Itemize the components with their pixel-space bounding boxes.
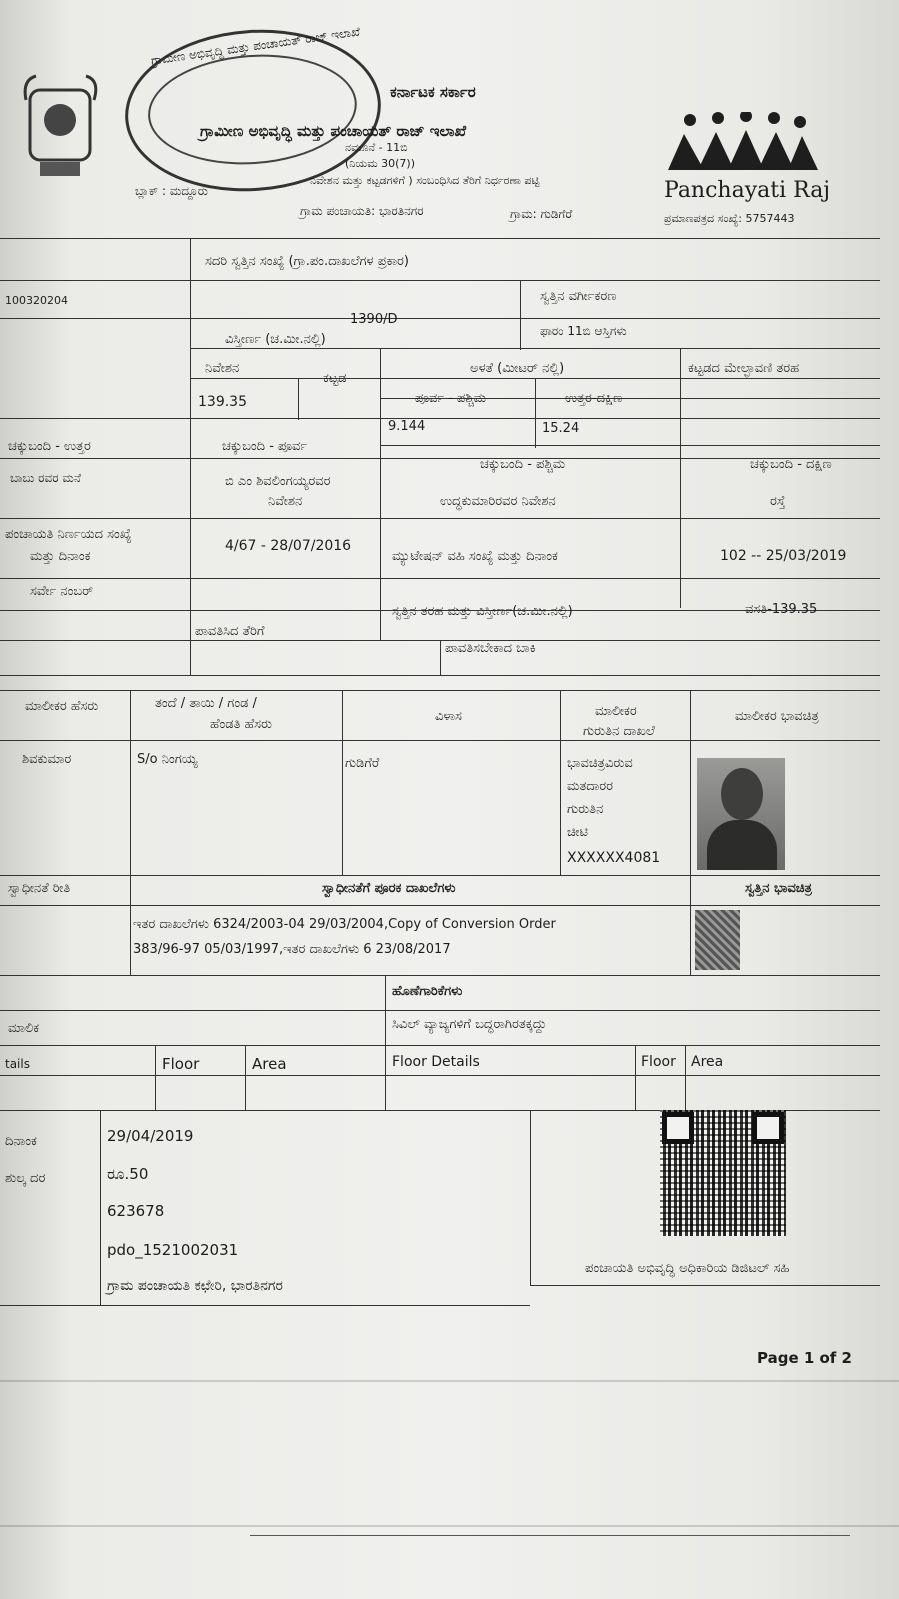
- roof-type-label: ಕಟ್ಟಡದ ಮೇಲ್ಛಾವಣಿ ತರಹ: [688, 361, 800, 376]
- owner-photo: [697, 758, 785, 870]
- fee-label: ಶುಲ್ಕ ದರ: [5, 1171, 46, 1186]
- classification-label: ಸ್ವತ್ತಿನ ವರ್ಗೀಕರಣ: [540, 289, 617, 304]
- owner-id-line-1: ಭಾವಚಿತ್ರವಿರುವ: [567, 756, 633, 771]
- gram-panchayat: ಗ್ರಾಮ ಪಂಚಾಯತಿ: ಭಾರತಿನಗರ: [300, 204, 424, 218]
- east-west-value: 9.144: [388, 419, 426, 434]
- civil-liability-text: ಸಿವಿಲ್ ವ್ಯಾಜ್ಯಗಳಿಗೆ ಬದ್ಧರಾಗಿರತಕ್ಕದ್ದು: [392, 1017, 547, 1032]
- fee-amount: ರೂ.50: [107, 1165, 149, 1183]
- south-boundary-label: ಚಕ್ಕುಬಂದಿ - ದಕ್ಷಿಣ: [750, 457, 832, 472]
- possession-type-label: ಸ್ವಾಧೀನತೆ ರೀತಿ: [8, 881, 71, 896]
- liabilities-left-label: ಮಾಲಿಕ: [8, 1021, 40, 1036]
- address-label: ವಿಳಾಸ: [435, 709, 462, 724]
- block-name: ಬ್ಲಾಕ್ : ಮದ್ದೂರು: [135, 184, 208, 198]
- page-number: Page 1 of 2: [757, 1349, 852, 1367]
- property-type-value: ವಸತಿ-139.35: [745, 602, 818, 617]
- property-number-label: ಸದರಿ ಸ್ವತ್ತಿನ ಸಂಖ್ಯೆ (ಗ್ರಾ.ಪಂ.ದಾಖಲೆಗಳ ಪ್ರಕಾರ): [205, 254, 409, 269]
- property-photo: [695, 910, 740, 970]
- owner-id-number: XXXXXX4081: [567, 850, 661, 866]
- east-boundary-label: ಚಕ್ಕುಬಂದಿ - ಪೂರ್ವ: [222, 439, 308, 454]
- floor-label: Floor: [162, 1055, 200, 1073]
- seal-ring-text: ಗ್ರಾಮೀಣ ಅಭಿವೃದ್ಧಿ ಮತ್ತು ಪಂಚಾಯತ್ ರಾಜ್ ಇಲಾಖೆ: [149, 24, 361, 68]
- owner-photo-label: ಮಾಲೀಕರ ಭಾವಚಿತ್ರ: [735, 709, 819, 724]
- dept-title: ಗ್ರಾಮೀಣ ಅಭಿವೃದ್ಧಿ ಮತ್ತು ಪಂಚಾಯತ್ ರಾಜ್ ಇಲಾಖೆ: [200, 122, 467, 140]
- resolution-label: ಪಂಚಾಯತಿ ನಿರ್ಣಯದ ಸಂಖ್ಯೆ: [5, 527, 132, 542]
- dimensions-label: ಅಳತೆ (ಮೀಟರ್ ನಲ್ಲಿ): [470, 361, 565, 376]
- liabilities-header: ಹೊಣೆಗಾರಿಕೆಗಳು: [392, 984, 463, 999]
- parent-name-label-2: ಹೆಂಡತಿ ಹೆಸರು: [210, 717, 273, 732]
- owner-name-label: ಮಾಲೀಕರ ಹೆಸರು: [25, 699, 99, 714]
- survey-number-label: ಸರ್ವೇ ನಂಬರ್: [30, 584, 94, 599]
- owner-id-line-2: ಮತದಾರರ: [567, 779, 613, 794]
- north-boundary-value: ಬಾಬು ರವರ ಮನೆ: [10, 471, 81, 485]
- possession-docs-line-2: 383/96-97 05/03/1997,ಇತರ ದಾಖಲೆಗಳು 6 23/08/2017: [133, 942, 451, 957]
- parent-name: S/o ನಿಂಗಯ್ಯ: [137, 752, 198, 767]
- site-area-value: 139.35: [198, 394, 247, 410]
- qr-code: [660, 1110, 786, 1236]
- parent-name-label-1: ತಂದೆ / ತಾಯಿ / ಗಂಡ /: [155, 696, 257, 711]
- property-number: 1390/D: [350, 312, 398, 327]
- east-boundary-value-1: ಬಿ ಎಂ ಶಿವಲಿಂಗಯ್ಯರವರ: [225, 474, 331, 489]
- owner-id-line-3: ಗುರುತಿನ: [567, 802, 604, 817]
- rule-number: (ನಿಯಮ 30(7)): [345, 157, 416, 170]
- pdo-id: pdo_1521002031: [107, 1241, 239, 1259]
- resolution-label-2: ಮತ್ತು ದಿನಾಂಕ: [30, 549, 91, 564]
- office-name: ಗ್ರಾಮ ಪಂಚಾಯತಿ ಕಛೇರಿ, ಭಾರತಿನಗರ: [107, 1278, 283, 1294]
- classification-value: ಫಾರಂ 11ಬಿ ಆಸ್ತಿಗಳು: [540, 324, 627, 338]
- east-boundary-value-2: ನಿವೇಶನ: [268, 494, 303, 509]
- mutation-value: 102 -- 25/03/2019: [720, 548, 847, 564]
- owner-id-label-1: ಮಾಲೀಕರ: [595, 704, 637, 719]
- tax-due-label: ಪಾವತಿಸಬೇಕಾದ ಬಾಕಿ: [445, 641, 536, 656]
- owner-name: ಶಿವಕುಮಾರ: [22, 752, 72, 767]
- panchayati-raj-logo-icon: [668, 112, 818, 172]
- certificate-number: ಪ್ರಮಾಣಪತ್ರದ ಸಂಖ್ಯೆ: 5757443: [664, 212, 795, 225]
- mutation-label: ಮ್ಯುಟೇಷನ್ ವಹಿ ಸಂಖ್ಯೆ ಮತ್ತು ದಿನಾಂಕ: [392, 549, 558, 564]
- issue-date: 29/04/2019: [107, 1127, 194, 1145]
- possession-docs-line-1: ಇತರ ದಾಖಲೆಗಳು 6324/2003-04 29/03/2004,Copy of Conversion Order: [133, 917, 556, 932]
- property-id: 100320204: [5, 294, 68, 307]
- form-subtitle: ನಿವೇಶನ ಮತ್ತು ಕಟ್ಟಡಗಳಿಗೆ ) ಸಂಬಂಧಿಸಿದ ತೆರಿಗೆ ನಿರ್ಧರಣಾ ಪಟ್ಟಿ: [310, 174, 540, 187]
- owner-address: ಗುಡಿಗೆರೆ: [345, 756, 380, 771]
- issue-date-label: ದಿನಾಂಕ: [5, 1134, 37, 1149]
- village-name: ಗ್ರಾಮ: ಗುಡಿಗೆರೆ: [510, 207, 573, 221]
- digital-signature-label: ಪಂಚಾಯತಿ ಅಭಿವೃದ್ಧಿ ಅಧಿಕಾರಿಯ ಡಿಜಿಟಲ್ ಸಹಿ: [585, 1261, 790, 1276]
- area-label-left: Area: [252, 1055, 287, 1073]
- north-boundary-label: ಚಕ್ಕುಬಂದಿ - ಉತ್ತರ: [8, 439, 91, 454]
- receipt-number: 623678: [107, 1202, 165, 1220]
- east-west-label: ಪೂರ್ವ - ಪಶ್ಚಿಮ: [415, 391, 487, 406]
- property-photo-label: ಸ್ವತ್ತಿನ ಭಾವಚಿತ್ರ: [745, 881, 812, 896]
- west-boundary-label: ಚಕ್ಕುಬಂದಿ - ಪಶ್ಚಿಮ: [480, 457, 566, 472]
- south-boundary-value: ರಸ್ತೆ: [770, 494, 786, 509]
- area-label-right: Area: [691, 1054, 724, 1070]
- north-south-value: 15.24: [542, 421, 580, 436]
- panchayati-raj-brand: Panchayati Raj: [664, 178, 831, 203]
- floor-label-right: Floor: [641, 1054, 676, 1070]
- state-emblem-icon: [22, 70, 100, 190]
- site-label: ನಿವೇಶನ: [205, 361, 240, 376]
- details-left-label: tails: [5, 1057, 30, 1071]
- north-south-label: ಉತ್ತರ-ದಕ್ಷಿಣ: [565, 391, 623, 406]
- owner-id-label-2: ಗುರುತಿನ ದಾಖಲೆ: [583, 724, 655, 739]
- owner-id-line-4: ಚೀಟಿ: [567, 825, 588, 840]
- govt-title: ಕರ್ನಾಟಕ ಸರ್ಕಾರ: [390, 83, 476, 101]
- area-label: ವಿಸ್ತೀರ್ಣ (ಚ.ಮೀ.ನಲ್ಲಿ): [225, 332, 326, 347]
- floor-details-label: Floor Details: [392, 1054, 480, 1070]
- property-type-label: ಸ್ವತ್ತಿನ ತರಹ ಮತ್ತು ವಿಸ್ತೀರ್ಣ(ಚ.ಮೀ.ನಲ್ಲಿ): [392, 604, 573, 619]
- form-number: ನಮೂನೆ - 11ಬಿ: [345, 141, 408, 154]
- possession-docs-label: ಸ್ವಾಧೀನತೆಗೆ ಪೂರಕ ದಾಖಲೆಗಳು: [322, 881, 456, 896]
- resolution-value: 4/67 - 28/07/2016: [225, 538, 352, 554]
- tax-paid-label: ಪಾವತಿಸಿದ ತೆರಿಗೆ: [195, 624, 265, 639]
- west-boundary-value: ಉದ್ಧಕುಮಾರಿರವರ ನಿವೇಶನ: [440, 494, 556, 509]
- building-label: ಕಟ್ಟಡ: [323, 371, 347, 386]
